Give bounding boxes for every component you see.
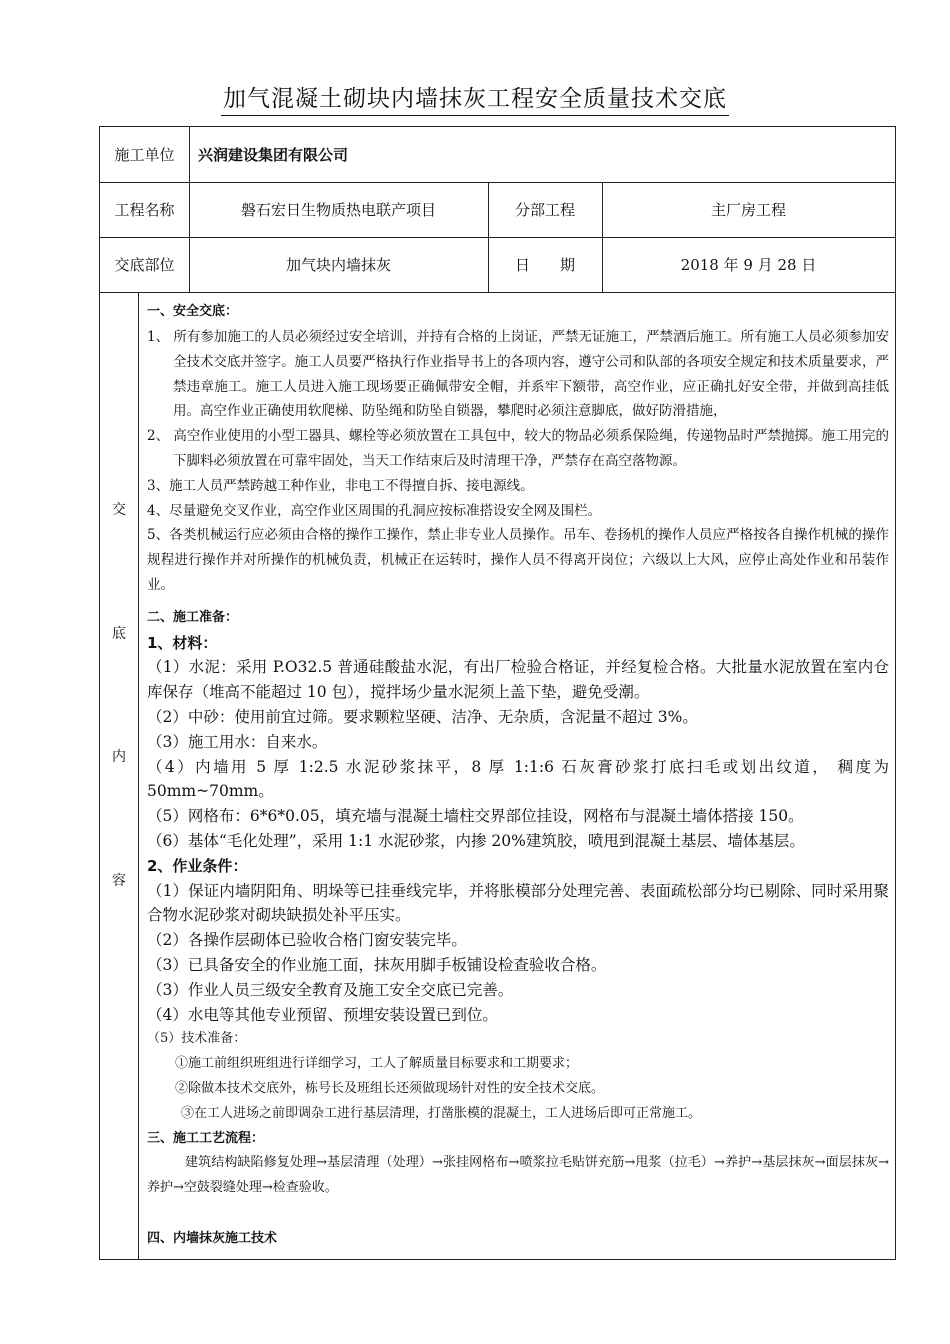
list-item: （1）保证内墙阴阳角、明垛等已挂垂线完毕，并将胀模部分处理完善、表面疏松部分均已剔除、同时采用聚合物水泥砂浆对砌块缺损处补平压实。 xyxy=(147,881,889,925)
list-item: （3）已具备安全的作业施工面，抹灰用脚手板铺设检查验收合格。 xyxy=(147,955,607,974)
section-heading: 四、内墙抹灰施工技术 xyxy=(147,1230,278,1246)
process-flow: 建筑结构缺陷修复处理→基层清理（处理）→张挂网格布→喷浆拉毛贴饼充筋→甩浆（拉毛）→养护→基层抹灰→面层抹灰→养护→空鼓裂缝处理→检查验收。 xyxy=(147,1155,889,1196)
col-divider xyxy=(138,292,139,1259)
list-item: （5）网格布：6*6*0.05，填充墙与混凝土墙柱交界部位挂设，网格布与混凝土墙体搭接 150。 xyxy=(147,807,804,826)
list-item: （1）水泥：采用 P.O32.5 普通硅酸盐水泥，有出厂检验合格证，并经复检合格。大批量水泥放置在室内仓库保存（堆高不能超过 10 包），搅拌场少量水泥须上盖下垫，避免受潮。 xyxy=(147,658,889,702)
list-item: （4）内墙用 5 厚 1:2.5 水泥砂浆抹平，8 厚 1:1:6 石灰膏砂浆打底扫毛或划出纹道， 稠度为 50mm~70mm。 xyxy=(147,757,889,801)
subsection-heading: 1、材料： xyxy=(147,633,218,652)
side-label-char: 内 xyxy=(112,749,126,765)
side-label-char: 底 xyxy=(112,626,126,642)
list-item: （2）中砂：使用前宜过筛。要求颗粒坚硬、洁净、无杂质，含泥量不超过 3%。 xyxy=(147,707,698,726)
unit-label: 施工单位 xyxy=(114,146,175,164)
list-item: 2、 高空作业使用的小型工器具、螺栓等必须放置在工具包中，较大的物品必须系保险绳，传递物品时严禁抛掷。施工用完的下脚料必须放置在可靠牢固处，当天工作结束后及时清理干净，严禁存在高空落物源。 xyxy=(147,428,889,469)
list-item: 5、各类机械运行应必须由合格的操作工操作，禁止非专业人员操作。吊车、卷扬机的操作人员应严格按各自操作机械的操作规程进行操作并对所操作的机械负责，机械正在运转时，操作人员不得离开岗位；六级以上大风，应停止高处作业和吊装作业。 xyxy=(147,527,889,593)
list-item: （3）作业人员三级安全教育及施工安全交底已完善。 xyxy=(147,980,514,999)
disclosure-table xyxy=(99,126,896,1260)
unit-value: 兴润建设集团有限公司 xyxy=(198,146,349,164)
disclosure-content xyxy=(147,299,889,1252)
document-title xyxy=(0,80,950,113)
section-heading: 二、施工准备： xyxy=(147,609,239,625)
list-item: ①施工前组织班组进行详细学习，工人了解质量目标要求和工期要求； xyxy=(175,1056,579,1072)
subsection-heading: 2、作业条件： xyxy=(147,856,248,875)
list-item: （3）施工用水：自来水。 xyxy=(147,732,328,751)
project-label: 工程名称 xyxy=(114,201,175,219)
division-label: 分部工程 xyxy=(514,201,575,219)
date-label: 日 期 xyxy=(514,256,575,274)
side-label-char: 容 xyxy=(112,873,126,889)
section-heading: 三、施工工艺流程： xyxy=(147,1130,265,1146)
list-item: （5）技术准备： xyxy=(147,1031,247,1047)
division-value: 主厂房工程 xyxy=(710,201,786,219)
section-heading: 一、安全交底： xyxy=(147,304,239,319)
list-item: 4、尽量避免交叉作业，高空作业区周围的孔洞应按标准搭设安全网及围栏。 xyxy=(147,502,602,519)
list-item: 1、 所有参加施工的人员必须经过安全培训，并持有合格的上岗证，严禁无证施工，严禁酒后施工。所有施工人员必须参加安全技术交底并签字。施工人员要严格执行作业指导书上的各项内容，遵守公司和队部的各项安全规定和技术质量要求，严禁违章施工。施工人员进入施工现场要正确佩带安全帽，并系牢下额带，高空作业，应正确扎好安全带，并做到高挂低用。高空作业正确使用软爬梯、防坠绳和防坠自锁器，攀爬时必须注意脚底，做好防滑措施， xyxy=(147,329,889,420)
list-item: 3、施工人员严禁跨越工种作业，非电工不得擅自拆、接电源线。 xyxy=(147,477,534,494)
project-value: 磐石宏日生物质热电联产项目 xyxy=(240,201,436,219)
part-value: 加气块内墙抹灰 xyxy=(285,256,391,274)
row-divider xyxy=(100,292,895,293)
date-value: 2018 年 9 月 28 日 xyxy=(680,256,817,274)
list-item: （6）基体“毛化处理”，采用 1:1 水泥砂浆，内掺 20%建筑胶，喷甩到混凝土基层、墙体基层。 xyxy=(147,831,805,850)
title-text: 加气混凝土砌块内墙抹灰工程安全质量技术交底 xyxy=(221,86,729,116)
list-item: ②除做本技术交底外，栋号长及班组长还须做现场针对性的安全技术交底。 xyxy=(175,1080,605,1096)
part-label: 交底部位 xyxy=(114,256,175,274)
side-label-char: 交 xyxy=(112,502,126,518)
list-item: ③在工人进场之前即调杂工进行基层清理，打凿胀模的混凝土，工人进场后即可正常施工。 xyxy=(181,1105,702,1121)
list-item: （2）各操作层砌体已验收合格门窗安装完毕。 xyxy=(147,931,467,950)
list-item: （4）水电等其他专业预留、预埋安装设置已到位。 xyxy=(147,1005,498,1024)
